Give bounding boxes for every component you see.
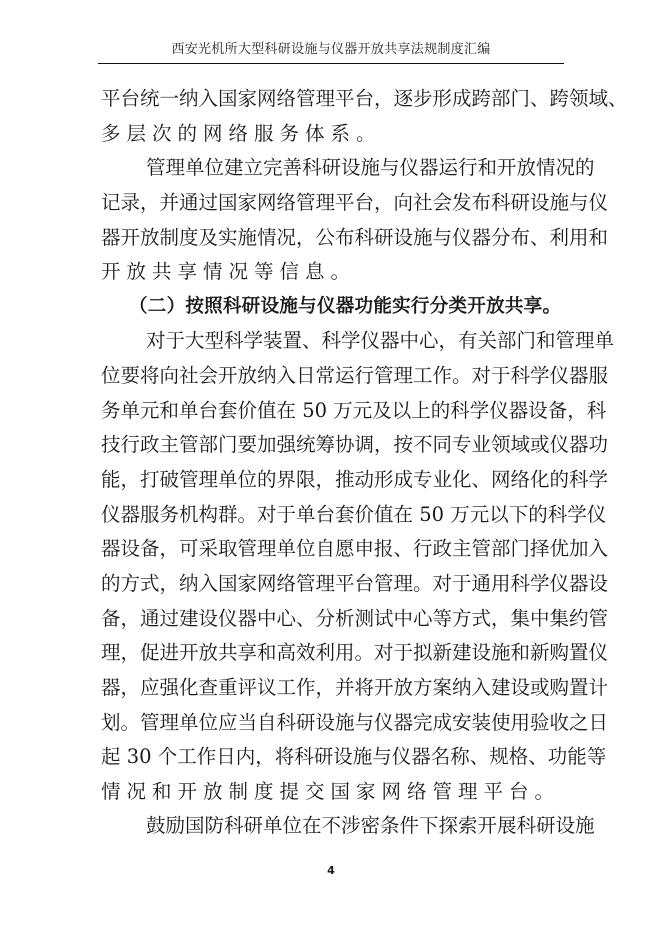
- document-body: [101, 82, 628, 844]
- text-line: 情况和开放制度提交国家网络管理平台。: [101, 779, 561, 803]
- paragraph: [101, 809, 595, 844]
- running-header: 西安光机所大型科研设施与仪器开放共享法规制度汇编: [171, 42, 491, 57]
- header-divider: [98, 63, 564, 64]
- text-line: 理，促进开放共享和高效利用。对于拟新建设施和新购置仪: [101, 641, 609, 665]
- text-line: 技行政主管部门要加强统筹协调，按不同专业领域或仪器功: [101, 433, 609, 457]
- text-line: 鼓励国防科研单位在不涉密条件下探索开展科研设施: [146, 814, 595, 838]
- text-line: 仪器服务机构群。对于单台套价值在 50 万元以下的科学仪: [101, 502, 607, 526]
- paragraph: [101, 82, 628, 151]
- paragraph: [101, 324, 615, 809]
- text-line: 多层次的网络服务体系。: [101, 121, 382, 145]
- text-line: 器设备，可采取管理单位自愿申报、行政主管部门择优加入: [101, 537, 609, 561]
- text-line: 务单元和单台套价值在 50 万元及以上的科学仪器设备，科: [101, 398, 607, 422]
- text-line: 器，应强化查重评议工作，并将开放方案纳入建设或购置计: [101, 675, 609, 699]
- text-line: 起 30 个工作日内，将科研设施与仪器名称、规格、功能等: [101, 745, 607, 769]
- page-number: 4: [327, 864, 335, 877]
- text-line: 能，打破管理单位的界限，推动形成专业化、网络化的科学: [101, 468, 609, 492]
- paragraph: [101, 151, 609, 290]
- text-line: 划。管理单位应当自科研设施与仪器完成安装使用验收之日: [101, 710, 609, 734]
- text-line: 备，通过建设仪器中心、分析测试中心等方式，集中集约管: [101, 606, 609, 630]
- text-line: 对于大型科学装置、科学仪器中心，有关部门和管理单: [146, 329, 615, 353]
- text-line: 位要将向社会开放纳入日常运行管理工作。对于科学仪器服: [101, 364, 609, 388]
- text-line: 开放共享情况等信息。: [101, 260, 357, 284]
- text-line: 管理单位建立完善科研设施与仪器运行和开放情况的: [146, 156, 595, 180]
- text-line: 的方式，纳入国家网络管理平台管理。对于通用科学仪器设: [101, 571, 609, 595]
- text-line: （二）按照科研设施与仪器功能实行分类开放共享。: [129, 295, 561, 317]
- text-line: 平台统一纳入国家网络管理平台，逐步形成跨部门、跨领域、: [101, 87, 628, 110]
- text-line: 器开放制度及实施情况，公布科研设施与仪器分布、利用和: [101, 225, 609, 249]
- section-heading: [101, 290, 561, 325]
- text-line: 记录，并通过国家网络管理平台，向社会发布科研设施与仪: [101, 190, 609, 214]
